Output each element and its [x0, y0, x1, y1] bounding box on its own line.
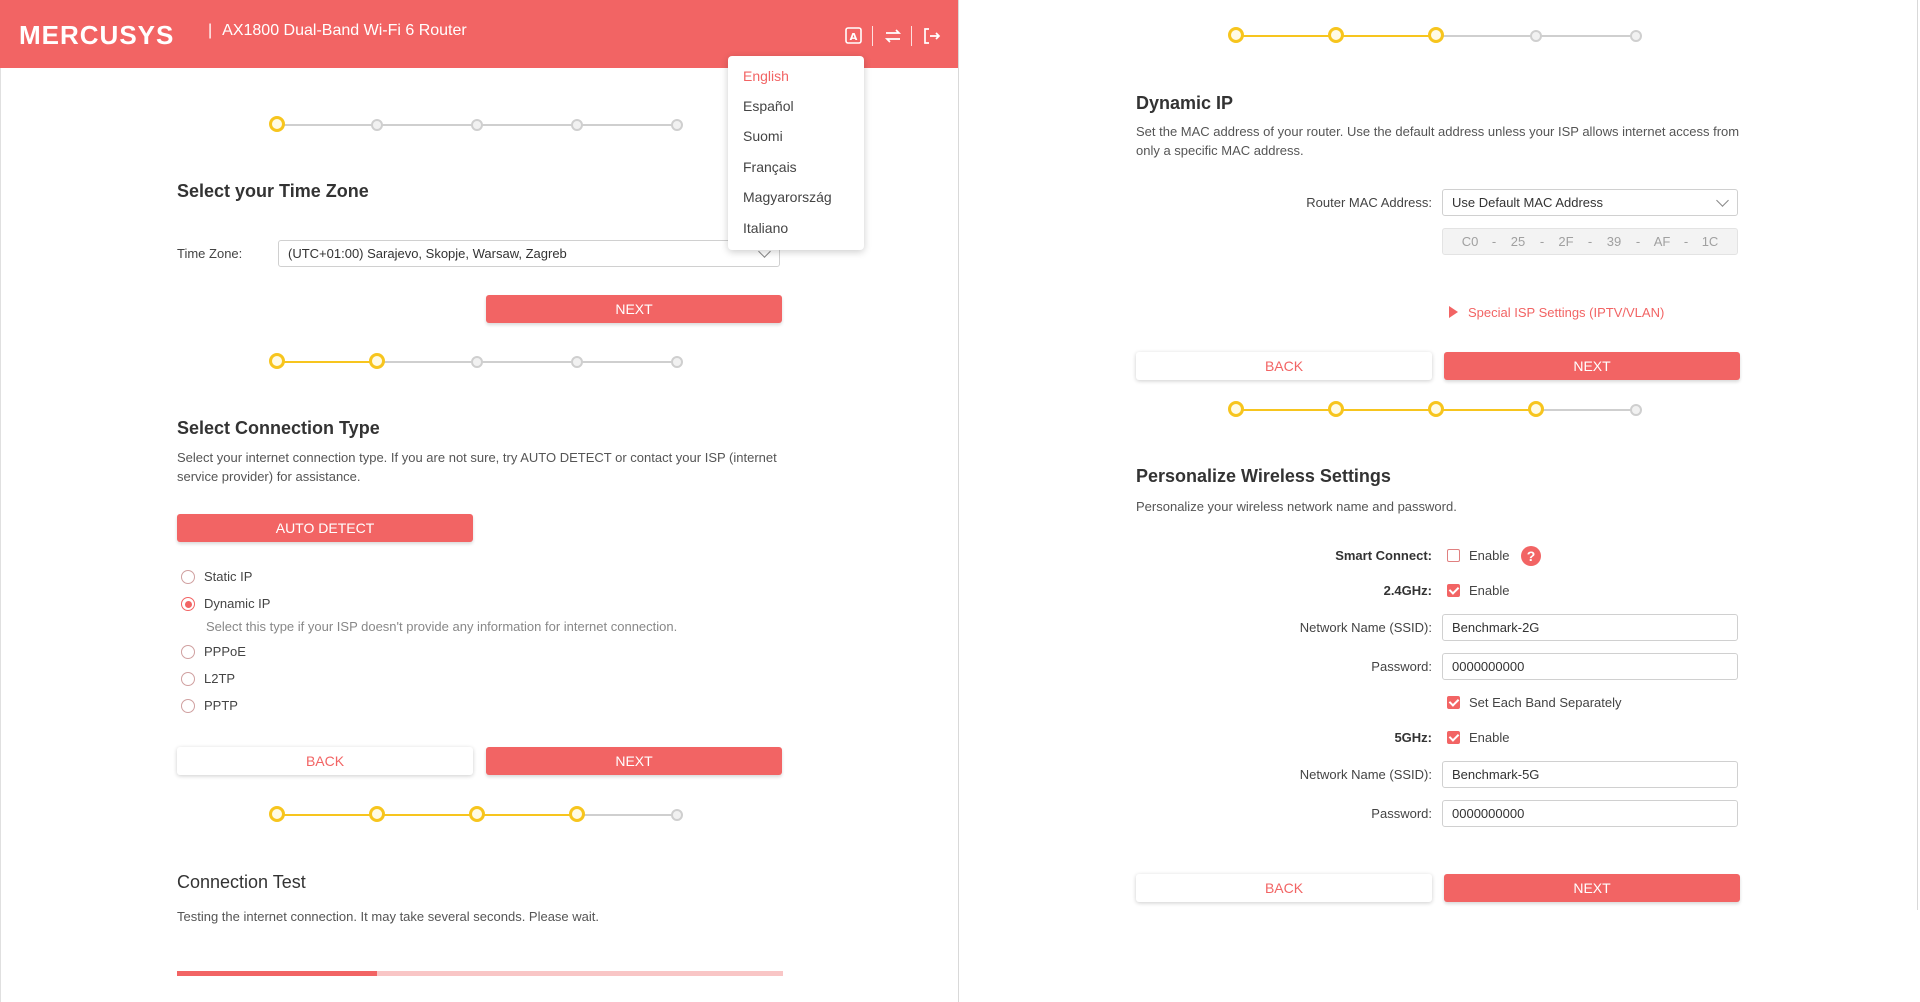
- wireless-title: Personalize Wireless Settings: [1136, 466, 1391, 486]
- progress-stepper: [1231, 400, 1648, 420]
- band24-label: 2.4GHz:: [1383, 583, 1432, 598]
- ssid-5-label: Network Name (SSID):: [1299, 767, 1432, 782]
- radio-static-ip[interactable]: [181, 570, 195, 584]
- connection-next-button[interactable]: NEXT: [486, 747, 782, 775]
- progress-stepper: [272, 805, 689, 825]
- band5-enable-label: Enable: [1469, 730, 1510, 745]
- connection-description: Select your internet connection type. If you are not sure, try AUTO DETECT or contact your ISP (internet service provider) for assistance.: [177, 450, 777, 484]
- password-24-label: Password:: [1371, 659, 1432, 674]
- ssid-5-input[interactable]: Benchmark-5G: [1442, 761, 1738, 788]
- ssid-24-input[interactable]: Benchmark-2G: [1442, 614, 1738, 641]
- stepper-dot-active: [369, 806, 385, 822]
- panel-divider: [958, 0, 959, 1002]
- language-option[interactable]: Español: [743, 98, 794, 114]
- stepper-dot-active: [1328, 27, 1344, 43]
- each-band-label: Set Each Band Separately: [1469, 695, 1622, 710]
- brand-logo: MERCUSYS: [19, 20, 175, 50]
- stepper-dot-inactive: [471, 119, 483, 131]
- language-option[interactable]: Suomi: [743, 128, 783, 144]
- band5-label: 5GHz:: [1394, 730, 1432, 745]
- radio-dynamic-ip[interactable]: [181, 597, 195, 611]
- stepper-line-inactive: [1536, 409, 1636, 411]
- timezone-label: Time Zone:: [177, 246, 243, 261]
- dynamic-ip-hint: Select this type if your ISP doesn't provide any information for internet connection.: [206, 619, 678, 634]
- language-dropdown: [728, 56, 864, 250]
- radio-label: Dynamic IP: [204, 596, 271, 611]
- stepper-dot-active: [269, 116, 285, 132]
- dynamic-ip-next-button[interactable]: NEXT: [1444, 352, 1740, 380]
- wireless-next-button[interactable]: NEXT: [1444, 874, 1740, 902]
- panel-border: [1917, 0, 1918, 910]
- band24-enable-label: Enable: [1469, 583, 1510, 598]
- radio-label: PPTP: [204, 698, 238, 713]
- radio-label: L2TP: [204, 671, 236, 686]
- radio-l2tp[interactable]: [181, 672, 195, 686]
- wireless-description: Personalize your wireless network name and password.: [1136, 499, 1457, 514]
- transfer-icon[interactable]: [883, 26, 903, 46]
- logout-icon[interactable]: [921, 26, 941, 46]
- dynamic-ip-description: Set the MAC address of your router. Use the default address unless your ISP allows internet access from only a specific MAC address.: [1136, 124, 1740, 158]
- timezone-title: Select your Time Zone: [177, 181, 369, 201]
- stepper-dot-active: [569, 806, 585, 822]
- router-model: | AX1800 Dual-Band Wi-Fi 6 Router: [208, 22, 467, 39]
- stepper-dot-inactive: [1530, 30, 1542, 42]
- ssid-24-label: Network Name (SSID):: [1299, 620, 1432, 635]
- timezone-select[interactable]: (UTC+01:00) Sarajevo, Skopje, Warsaw, Zagreb: [278, 240, 780, 267]
- connection-back-button[interactable]: BACK: [177, 747, 473, 775]
- stepper-dot-inactive: [1630, 404, 1642, 416]
- band5-enable-checkbox[interactable]: [1447, 731, 1460, 744]
- stepper-dot-active: [269, 353, 285, 369]
- expand-triangle-icon[interactable]: [1449, 306, 1458, 318]
- password-5-label: Password:: [1371, 806, 1432, 821]
- password-24-input[interactable]: 0000000000: [1442, 653, 1738, 680]
- connection-test-title: Connection Test: [177, 872, 306, 892]
- connection-test-description: Testing the internet connection. It may take several seconds. Please wait.: [177, 909, 600, 924]
- stepper-dot-active: [1228, 401, 1244, 417]
- special-isp-link[interactable]: Special ISP Settings (IPTV/VLAN): [1468, 305, 1665, 320]
- language-option[interactable]: English: [743, 68, 789, 84]
- language-icon[interactable]: [844, 26, 864, 46]
- mac-address-field: C0 - 25 - 2F - 39 - AF - 1C: [1442, 228, 1738, 255]
- radio-label: PPPoE: [204, 644, 246, 659]
- stepper-dot-active: [369, 353, 385, 369]
- stepper-dot-inactive: [671, 356, 683, 368]
- language-option[interactable]: Français: [743, 159, 797, 175]
- password-5-input[interactable]: 0000000000: [1442, 800, 1738, 827]
- stepper-dot-inactive: [671, 809, 683, 821]
- stepper-dot-active: [269, 806, 285, 822]
- stepper-dot-active: [1328, 401, 1344, 417]
- stepper-dot-active: [1528, 401, 1544, 417]
- smart-connect-label: Smart Connect:: [1335, 548, 1432, 563]
- connection-progress-bar: [177, 971, 783, 976]
- dynamic-ip-back-button[interactable]: BACK: [1136, 352, 1432, 380]
- language-option[interactable]: Italiano: [743, 220, 789, 236]
- svg-text:A: A: [849, 32, 858, 43]
- dynamic-ip-title: Dynamic IP: [1136, 93, 1234, 113]
- header-separator: [911, 26, 912, 46]
- mac-address-label: Router MAC Address:: [1306, 195, 1432, 210]
- radio-pptp[interactable]: [181, 699, 195, 713]
- stepper-dot-inactive: [371, 119, 383, 131]
- stepper-dot-inactive: [671, 119, 683, 131]
- smart-connect-checkbox[interactable]: [1447, 549, 1460, 562]
- smart-connect-enable-label: Enable: [1469, 548, 1510, 563]
- help-icon[interactable]: ?: [1521, 546, 1541, 566]
- panel-border: [0, 68, 1, 1002]
- auto-detect-button[interactable]: AUTO DETECT: [177, 514, 473, 542]
- chevron-down-icon: [1716, 194, 1729, 207]
- stepper-dot-inactive: [1630, 30, 1642, 42]
- progress-stepper: [272, 115, 689, 135]
- band24-enable-checkbox[interactable]: [1447, 584, 1460, 597]
- stepper-dot-active: [469, 806, 485, 822]
- stepper-dot-active: [1228, 27, 1244, 43]
- stepper-dot-active: [1428, 27, 1444, 43]
- stepper-line-active: [1236, 409, 1536, 411]
- connection-title: Select Connection Type: [177, 418, 380, 438]
- timezone-next-button[interactable]: NEXT: [486, 295, 782, 323]
- mac-mode-select[interactable]: Use Default MAC Address: [1442, 189, 1738, 216]
- radio-label: Static IP: [204, 569, 253, 584]
- each-band-checkbox[interactable]: [1447, 696, 1460, 709]
- stepper-line-inactive: [377, 361, 677, 363]
- stepper-dot-active: [1428, 401, 1444, 417]
- radio-pppoe[interactable]: [181, 645, 195, 659]
- stepper-dot-inactive: [571, 356, 583, 368]
- progress-stepper: [1231, 26, 1648, 46]
- wireless-back-button[interactable]: BACK: [1136, 874, 1432, 902]
- stepper-line-active: [277, 361, 377, 363]
- stepper-dot-inactive: [471, 356, 483, 368]
- progress-stepper: [272, 352, 689, 372]
- stepper-line-active: [277, 814, 577, 816]
- stepper-line-inactive: [577, 814, 677, 816]
- connection-progress-fill: [177, 971, 377, 976]
- language-option[interactable]: Magyarország: [743, 189, 832, 205]
- stepper-dot-inactive: [571, 119, 583, 131]
- header-separator: [872, 26, 873, 46]
